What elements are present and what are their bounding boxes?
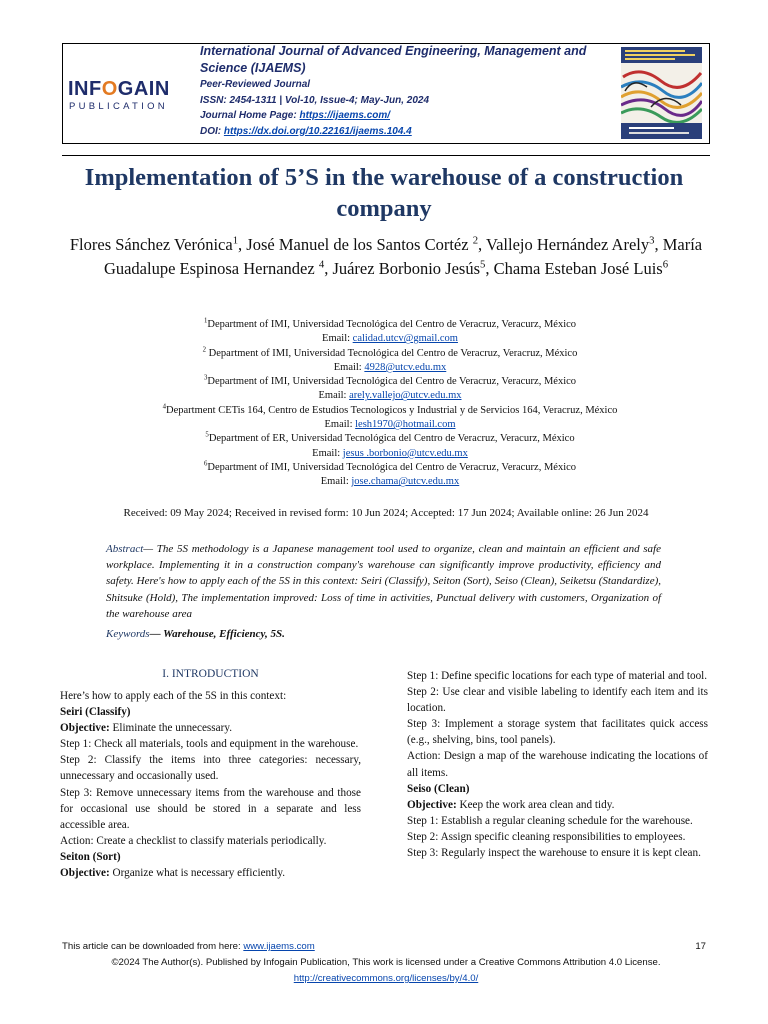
infogain-logo [68,78,186,118]
homepage-link[interactable]: https://ijaems.com/ [299,110,391,121]
received-dates: Received: 09 May 2024; Received in revised form: 10 Jun 2024; Accepted: 17 Jun 2024; Available online: 26 Jun 2024 [123,507,649,519]
abstract [106,541,661,622]
abstract-label: Abstract [106,543,144,555]
paper-title: Implementation of 5’S in the warehouse of a construction company [84,164,684,222]
step: Step 2: Classify the items into three categories: necessary, unnecessary and occasionally used. [60,754,361,783]
author-list: Flores Sánchez Verónica$^1$, José Manuel de los Santos Cortéz $^2$, Vallejo Hernández Arely$^3$, María Guadalupe Espinosa Hernandez $^4$, Juárez Borbonio Jesús$^5$, Chama Esteban José Luis$^6$ [69,234,703,278]
action: Action: Create a checklist to classify materials periodically. [60,834,327,847]
objective: Objective: Eliminate the unnecessary. [60,722,232,735]
logo-subtitle: PUBLICATION [69,101,168,112]
keywords [106,628,661,640]
email-link[interactable]: lesh1970@hotmail.com [355,419,456,431]
action: Action: Design a map of the warehouse indicating the locations of all items. [407,750,708,779]
affiliations: $^1$Department of IMI, Universidad Tecnológica del Centro de Veracruz, Veracurz, México Email: calidad.utcv@gmail.com $^2$ Department of IMI, Universidad Tecnológica del Centro de Veracruz, Veracruz, México Email: 4928@utcv.edu.mx $^3$Department of IMI, Universidad Tecnológica del Centro de Veracruz, Veracurz, México Email: arely.vallejo@utcv.edu.mx $^4$Department CETis 164, Centro de Estudios Tecnologicos y Industrial y de Servicios 164, Veracruz, México Email: lesh1970@hotmail.com $^5$Department of ER, Universidad Tecnológica del Centro de Veracruz, Veracurz, México Email: jesus .borbonio@utcv.edu.mx $^6$Department of IMI, Universidad Tecnológica del Centro de Veracruz, Veracurz, México Email: jose.chama@utcv.edu.mx [90,318,690,490]
affiliation-1: $^1$Department of IMI, Universidad Tecnológica del Centro de Veracruz, Veracurz, México [203,317,577,330]
subheading-seiso: Seiso (Clean) [407,782,470,795]
step: Step 3: Remove unnecessary items from the warehouse and those for occasional use should be stored in a separate and less accessible area. [60,786,361,831]
step: Step 3: Implement a storage system that facilitates quick access (e.g., shelving, bins, tool panels). [407,718,708,747]
homepage-line: Journal Home Page: https://ijaems.com/ [200,110,391,121]
step: Step 2: Use clear and visible labeling to identify each item and its location. [407,686,708,715]
doi-link[interactable]: https://dx.doi.org/10.22161/ijaems.104.4 [223,125,412,137]
subheading-seiton: Seiton (Sort) [60,850,121,863]
peer-reviewed-label: Peer-Reviewed Journal [200,79,311,90]
step: Step 3: Regularly inspect the warehouse to ensure it is kept clean. [407,847,701,860]
email-link[interactable]: arely.vallejo@utcv.edu.mx [349,390,462,402]
journal-cover-image [621,47,702,139]
abstract-text: — The 5S methodology is a Japanese management tool used to organize, clean and maintain an efficient and safe workplace. Implementing it in a construction company's warehouse can significantly improve productivity, efficiency and safety. Here's how to apply each of the 5S in this context: Seiri (Classify), Seiton (Sort), Seiso (Clean), Seiketsu (Standardize), Shitsuke (Hold), The implementation improved: Loss of time in activities, Punctual delivery with customers, Organization of the warehouse area [106,543,661,620]
footer-website-link[interactable]: www.ijaems.com [243,941,315,952]
email-link[interactable]: jesus .borbonio@utcv.edu.mx [342,447,468,459]
header-rule [62,155,710,156]
footer-license-url [62,973,710,984]
step: Step 2: Assign specific cleaning responsibilities to employees. [407,830,686,843]
affiliation-3: $^3$Department of IMI, Universidad Tecnológica del Centro de Veracruz, Veracurz, México [203,374,577,388]
page-number: 17 [695,941,706,952]
email-link[interactable]: jose.chama@utcv.edu.mx [351,476,460,488]
journal-title: International Journal of Advanced Engineering, Management and Science (IJAEMS) [200,44,587,75]
step: Step 1: Establish a regular cleaning schedule for the warehouse. [407,814,693,827]
affiliation-5: $^5$Department of ER, Universidad Tecnológica del Centro de Veracruz, Veracurz, México [205,431,575,445]
step: Step 1: Check all materials, tools and equipment in the warehouse. [60,738,359,751]
subheading-seiri: Seiri (Classify) [60,706,131,719]
left-column [60,688,361,881]
affiliation-2: $^2$ Department of IMI, Universidad Tecnológica del Centro de Veracruz, Veracruz, México [202,346,578,359]
keywords-label: Keywords [106,628,150,640]
journal-info [200,43,610,139]
step: Step 1: Define specific locations for each type of material and tool. [407,670,708,682]
license-link[interactable]: http://creativecommons.org/licenses/by/4.0/ [293,973,479,984]
affiliation-4: $^4$Department CETis 164, Centro de Estudios Tecnologicos y Industrial y de Servicios 164, Veracruz, México [162,403,618,416]
email-link[interactable]: calidad.utcv@gmail.com [352,333,458,345]
objective: Objective: Keep the work area clean and tidy. [407,798,615,811]
objective: Objective: Organize what is necessary efficiently. [60,867,286,880]
doi-line: DOI: https://dx.doi.org/10.22161/ijaems.104.4 [200,125,412,137]
email-link[interactable]: 4928@utcv.edu.mx [364,361,447,373]
keywords-text: — Warehouse, Efficiency, 5S. [149,628,285,640]
right-column [407,668,708,861]
paragraph: Here’s how to apply each of the 5S in this context: [60,690,287,702]
affiliation-6: $^6$Department of IMI, Universidad Tecnológica del Centro de Veracruz, Veracurz, México [203,460,577,473]
footer-license: ©2024 The Author(s). Published by Infogain Publication, This work is licensed under a Creative Commons Attribution 4.0 License. [111,957,661,968]
logo-wordmark: INFOGAIN [68,78,170,100]
section-heading-introduction: I. INTRODUCTION [162,668,259,680]
footer-download: This article can be downloaded from here: www.ijaems.com [62,941,315,952]
issn-line: ISSN: 2454-1311 | Vol-10, Issue-4; May-Jun, 2024 [200,94,430,106]
